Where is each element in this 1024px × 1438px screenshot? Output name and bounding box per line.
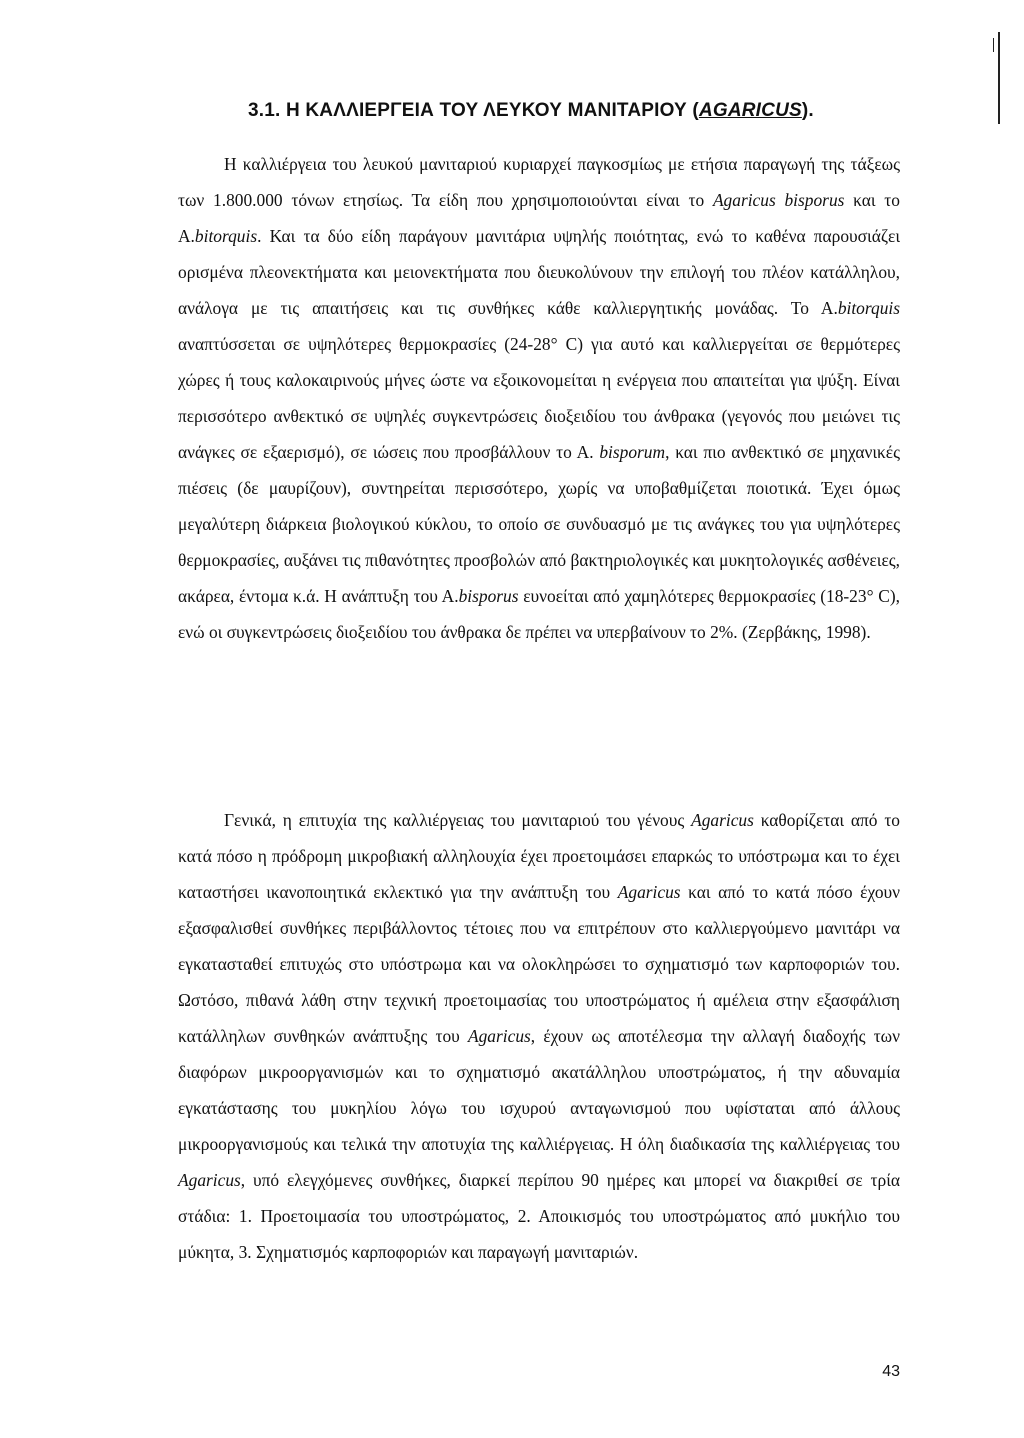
heading-genus: AGARICUS [698,100,802,121]
heading-text: 3.1. Η ΚΑΛΛΙΕΡΓΕΙΑ ΤΟΥ ΛΕΥΚΟΥ ΜΑΝΙΤΑΡΙΟΥ ( [248,100,699,121]
para1-run: ευνοείται από χαμηλότερες θερμοκρασίες (18-23° C), ενώ οι συγκεντρώσεις διοξειδίου του άνθρακα δε πρέπει να υπερβαίνουν το 2%. (Ζερβάκης, 1998). [178,586,900,642]
scan-edge-mark [998,32,1000,124]
paragraph-2 [178,802,900,1270]
para2-run: , υπό ελεγχόμενες συνθήκες, διαρκεί περίπου 90 ημέρες και μπορεί να διακριθεί σε τρία στάδια: 1. Προετοιμασία του υποστρώματος, 2. Αποικισμός του υποστρώματος από μυκήλιο του μύκητα, 3. Σχηματισμός καρποφοριών και παραγωγή μανιταριών. [178,1170,900,1262]
para1-run: . Και τα δύο είδη παράγουν μανιτάρια υψηλής ποιότητας, ενώ το καθένα παρουσιάζει ορισμένα πλεονεκτήματα και μειονεκτήματα που διευκολύνουν την επιλογή του πλέον κατάλληλου, ανάλογα με τις απαιτήσεις και τις συνθήκες κάθε καλλιεργητικής μονάδας. Το Α. [178,226,900,318]
page-number: 43 [882,1363,900,1380]
para1-run-italic: bisporum [599,442,666,462]
paragraph-1 [178,146,900,650]
scan-edge-mark [993,38,994,52]
para2-run-italic: Agaricus [617,882,681,902]
para2-run-italic: Agaricus [178,1170,241,1190]
para1-run-italic: bitorquis [194,226,258,246]
para1-run-italic: bitorquis [837,298,900,318]
para1-run: , και πιο ανθεκτικό σε μηχανικές πιέσεις (δε μαυρίζουν), συντηρείται περισσότερο, χωρίς να υποβαθμίζεται ποιοτικά. Έχει όμως μεγαλύτερη διάρκεια βιολογικού κύκλου, το οποίο σε συνδυασμό με τις ανάγκες του για υψηλότερες θερμοκρασίες, αυξάνει τις πιθανότητες προσβολών από βακτηριολογικές και μυκητολογικές ασθένειες, ακάρεα, έντομα κ.ά. Η ανάπτυξη του Α. [178,442,900,606]
para1-run: αναπτύσσεται σε υψηλότερες θερμοκρασίες (24-28° C) για αυτό και καλλιεργείται σε θερμότερες χώρες ή τους καλοκαιρινούς μήνες ώστε να εξοικονομείται η ενέργεια που απαιτείται για ψύξη. Είναι περισσότερο ανθεκτικό σε υψηλές συγκεντρώσεις διοξειδίου του άνθρακα (γεγονός που μειώνει τις ανάγκες σε εξαερισμό), σε ιώσεις που προσβάλλουν το Α. [178,334,900,462]
para1-run: και το Α. [178,190,900,246]
heading-suffix: ). [801,100,814,121]
para2-run: Γενικά, η επιτυχία της καλλιέργειας του μανιταριού του γένους [224,810,692,830]
para1-run: Η καλλιέργεια του λευκού μανιταριού κυριαρχεί παγκοσμίως με ετήσια παραγωγή της τάξεως των 1.800.000 τόνων ετησίως. Τα είδη που χρησιμοποιούνται είναι το [178,154,900,210]
para2-run: και από το κατά πόσο έχουν εξασφαλισθεί συνθήκες περιβάλλοντος τέτοιες που να επιτρέπουν στο καλλιεργούμενο μανιτάρι να εγκατασταθεί επιτυχώς στο υπόστρωμα και να ολοκληρώσει το σχηματισμό των καρποφοριών του. Ωστόσο, πιθανά λάθη στην τεχνική προετοιμασίας του υποστρώματος ή αμέλεια στην εξασφάλιση κατάλληλων συνθηκών ανάπτυξης του [178,882,900,1046]
para2-run-italic: Agaricus [691,810,754,830]
section-heading [248,100,948,122]
para1-run-italic: bisporus [458,586,519,606]
para2-run-italic: Agaricus [467,1026,531,1046]
para2-run: , έχουν ως αποτέλεσμα την αλλαγή διαδοχής των διαφόρων μικροοργανισμών και το σχηματισμό ακατάλληλου υποστρώματος, ή την αδυναμία εγκατάστασης του μυκηλίου λόγω του ισχυρού ανταγωνισμού που υφίσταται από άλλους μικροοργανισμούς και τελικά την αποτυχία της καλλιέργειας. Η όλη διαδικασία της καλλιέργειας του [178,1026,900,1154]
para1-run-italic: Agaricus bisporus [712,190,845,210]
para2-run: καθορίζεται από το κατά πόσο η πρόδρομη μικροβιακή αλληλουχία έχει προετοιμάσει επαρκώς το υπόστρωμα και το έχει καταστήσει ικανοποιητικά εκλεκτικό για την ανάπτυξη του [178,810,900,902]
